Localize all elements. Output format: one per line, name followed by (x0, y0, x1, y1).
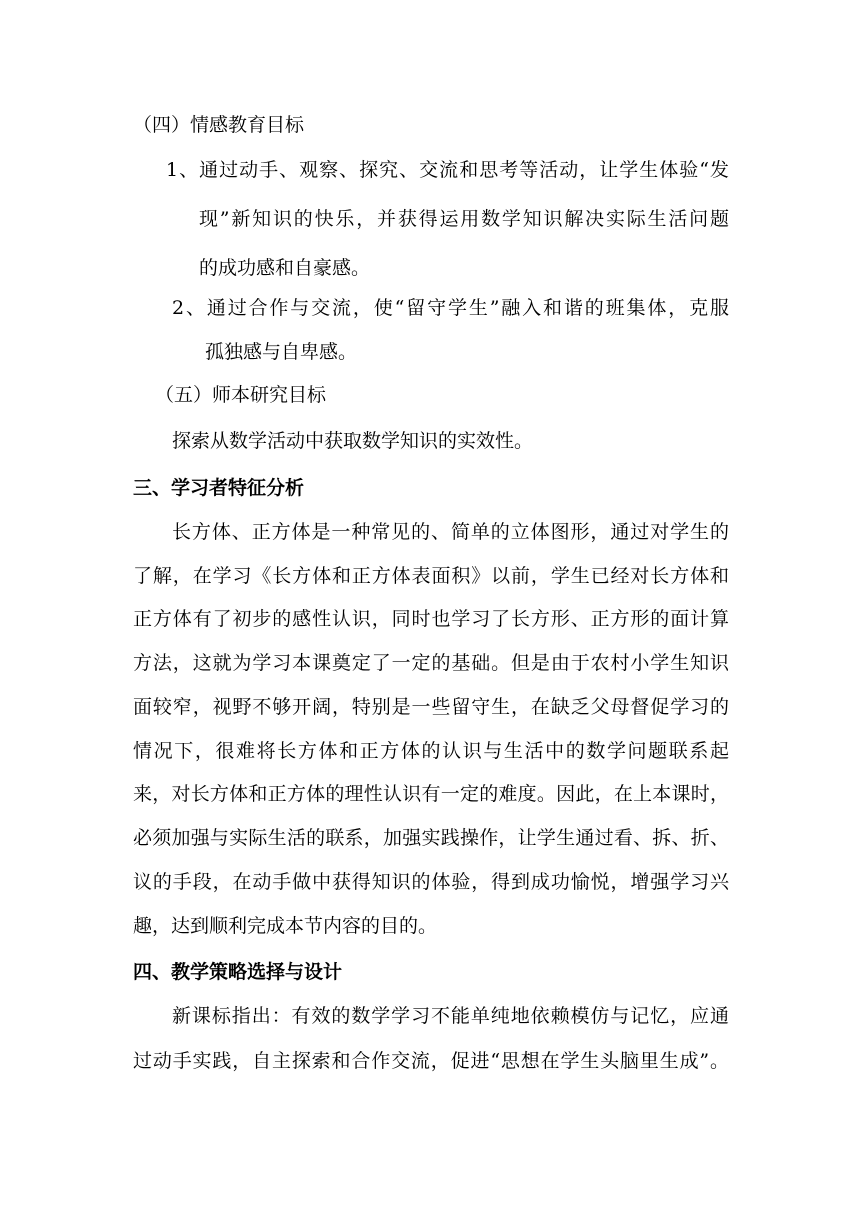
paragraph-line: 情况下，很难将长方体和正方体的认识与生活中的数学问题联系起 (133, 740, 729, 762)
heading-learner-analysis: 三、学习者特征分析 (133, 477, 305, 499)
paragraph-line: 必须加强与实际生活的联系，加强实践操作，让学生通过看、拆、折、 (133, 827, 729, 849)
paragraph-line: 面较窄，视野不够开阔，特别是一些留守生，在缺乏父母督促学习的 (133, 696, 729, 718)
paragraph-line: 新课标指出：有效的数学学习不能单纯地依赖模仿与记忆，应通 (172, 1005, 729, 1027)
paragraph-line: 趣，达到顺利完成本节内容的目的。 (133, 915, 438, 937)
emotion-goal-item-2-line-2: 孤独感与自卑感。 (205, 341, 358, 363)
emotion-goal-item-2-line-1: 2、通过合作与交流，使“留守学生”融入和谐的班集体，克服 (172, 297, 729, 319)
paragraph-line: 正方体有了初步的感性认识，同时也学习了长方形、正方形的面计算 (133, 608, 729, 630)
emotion-goal-item-1-line-2: 现”新知识的快乐，并获得运用数学知识解决实际生活问题 (199, 208, 729, 230)
paragraph-line: 长方体、正方体是一种常见的、简单的立体图形，通过对学生的 (172, 521, 729, 543)
paragraph-line: 方法，这就为学习本课奠定了一定的基础。但是由于农村小学生知识 (133, 652, 729, 674)
section-5-text: 探索从数学活动中获取数学知识的实效性。 (172, 430, 534, 452)
emotion-goal-item-1-line-3: 的成功感和自豪感。 (199, 257, 371, 279)
paragraph-line: 了解，在学习《长方体和正方体表面积》以前，学生已经对长方体和 (133, 565, 729, 587)
section-4-title: （四）情感教育目标 (133, 114, 305, 136)
section-5-title: （五）师本研究目标 (155, 384, 327, 406)
paragraph-line: 来，对长方体和正方体的理性认识有一定的难度。因此，在上本课时， (133, 783, 729, 805)
paragraph-line: 过动手实践，自主探索和合作交流，促进“思想在学生头脑里生成”。 (133, 1050, 729, 1072)
emotion-goal-item-1-line-1: 1、通过动手、观察、探究、交流和思考等活动，让学生体验“发 (166, 159, 729, 181)
heading-teaching-strategy: 四、教学策略选择与设计 (133, 961, 343, 983)
paragraph-line: 议的手段，在动手做中获得知识的体验，得到成功愉悦，增强学习兴 (133, 871, 729, 893)
